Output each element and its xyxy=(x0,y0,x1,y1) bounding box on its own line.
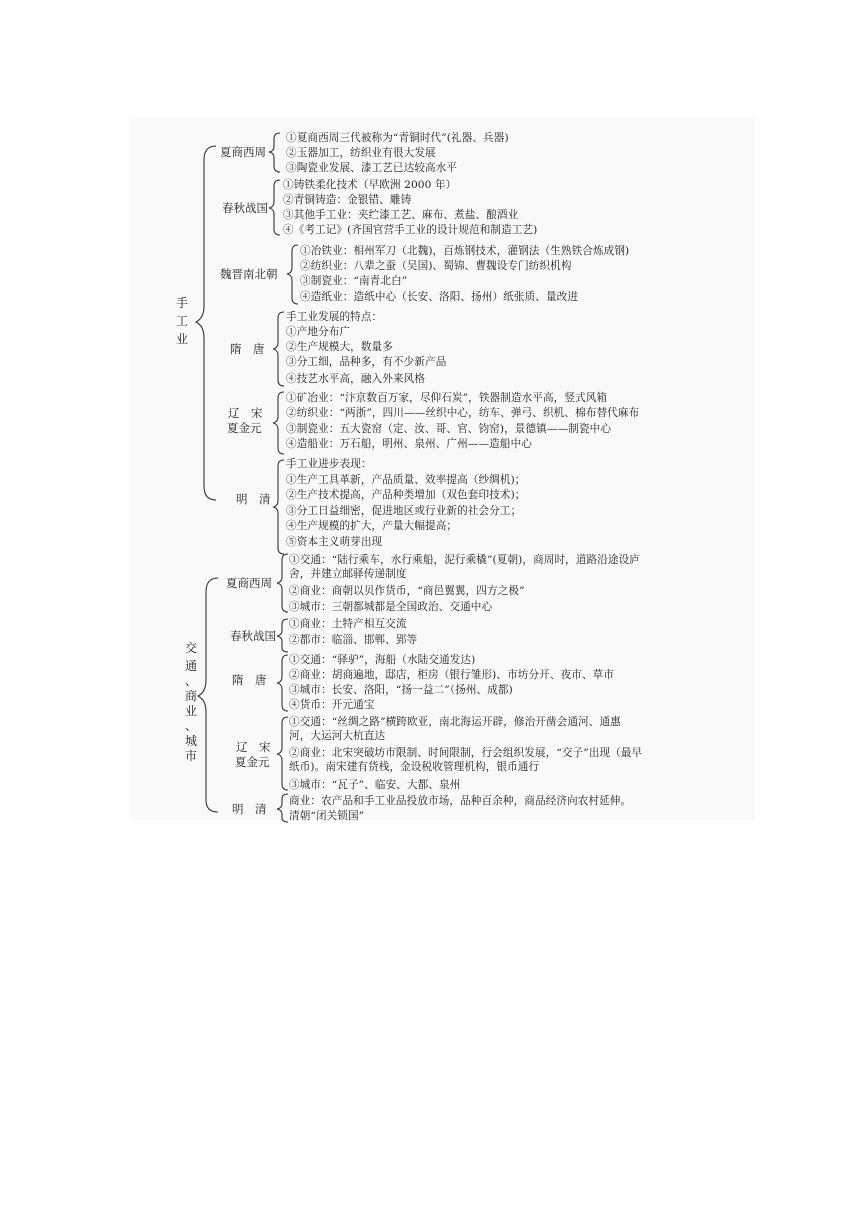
list-item: ④货币：开元通宝 xyxy=(289,699,375,711)
list-item: ①冶铁业：相州军刀（北魏)，百炼钢技术，灌钢法（生熟铁合炼成钢) xyxy=(300,245,630,257)
list-item: ②商业：商朝以贝作货币，“商邑翼翼，四方之极” xyxy=(289,585,525,597)
list-item: ②都市：临淄、邯郸、郢等 xyxy=(289,634,418,646)
list-item: ①夏商西周三代被称为“青铜时代”(礼器、兵器) xyxy=(286,132,509,144)
list-item: ④生产规模的扩大，产量大幅提高； xyxy=(286,520,458,532)
period-label: 辽 宋 xyxy=(228,406,263,420)
period-label: 夏金元 xyxy=(227,421,262,435)
title-char: 市 xyxy=(184,749,197,763)
list-item: ④造船业：万石船，明州、泉州、广州——造船中心 xyxy=(286,438,532,450)
list-item: ①交通：“陆行乘车，水行乘船，泥行乘橇”(夏朝)，商周时，道路沿途设庐舍，并建立邮驿传递制度 xyxy=(289,554,641,580)
list-item: 清朝“闭关锁国” xyxy=(289,810,365,822)
title-char: 交 xyxy=(184,641,197,655)
title-char: 手 xyxy=(175,296,188,310)
category-commerce-title xyxy=(184,641,198,764)
list-item: ③城市：三朝都城都是全国政治、交通中心 xyxy=(289,601,493,613)
list-item: ③分工日益细密，促进地区或行业新的社会分工； xyxy=(286,505,522,517)
list-item: ②纺织业：八辈之蚕（吴国)、蜀锦、曹魏设专门纺织机构 xyxy=(300,260,572,272)
category-handicraft-title xyxy=(175,296,189,347)
list-item: ④《考工记》(齐国官营手工业的设计规范和制造工艺) xyxy=(283,224,538,236)
period-label: 隋 唐 xyxy=(230,342,265,356)
title-char: 业 xyxy=(175,332,188,346)
period-label: 明 清 xyxy=(232,802,267,816)
list-item: ③分工细，品种多，有不少新产品 xyxy=(286,356,447,368)
period-label: 辽 宋 xyxy=(236,740,271,754)
period-label: 隋 唐 xyxy=(232,673,267,687)
list-item: ③城市：长安、洛阳，“扬一益二”（扬州、成都) xyxy=(289,684,513,696)
list-item: ②青铜铸造：金银错、雕铸 xyxy=(283,194,412,206)
list-item: ③城市：“瓦子”、临安、大都、泉州 xyxy=(289,779,461,791)
list-item: ②生产技术提高，产品种类增加（双色套印技术)； xyxy=(286,489,526,501)
list-item: ①矿冶业：“汴京数百万家，尽仰石炭”，铁器制造水平高，竖式风箱 xyxy=(286,392,608,404)
list-item: ①交通：“丝绸之路”横跨欧亚，南北海运开辟，修治开凿会通河、通惠河，大运河大杭直达 xyxy=(289,716,621,742)
list-item: ③制瓷业：“南青北白” xyxy=(300,275,408,287)
title-char: 通 xyxy=(184,659,197,673)
list-item: 手工业发展的特点： xyxy=(286,311,383,323)
list-item: ③陶瓷业发展、漆工艺已达较高水平 xyxy=(286,162,458,174)
list-item: ①生产工具革新，产品质量、效率提高（纱绸机)； xyxy=(286,474,526,486)
list-item: ①产地分布广 xyxy=(286,326,351,338)
period-label: 明 清 xyxy=(236,492,271,506)
list-item: ③制瓷业：五大瓷窑（定、汝、哥、官、钧窑)，景德镇——制瓷中心 xyxy=(286,423,612,435)
list-item: ②玉器加工，纺织业有很大发展 xyxy=(286,147,436,159)
list-item: ②生产规模大，数量多 xyxy=(286,341,393,353)
list-item: ②商业：北宋突破坊市限制、时间限制，行会组织发展，“交子”出现（最早纸币)。南宋建有货栈，金设税收管理机构，银币通行 xyxy=(289,747,643,773)
list-item: ①商业：土特产相互交流 xyxy=(289,618,407,630)
period-label: 魏晋南北朝 xyxy=(220,267,278,281)
list-item: ②商业：胡商遍地，邸店，柜房（银行雏形)、市坊分开、夜市、草市 xyxy=(289,669,615,681)
title-char: 、 xyxy=(184,674,197,688)
list-item: ①交通：“驿驴”，海船（水陆交通发达) xyxy=(289,654,476,666)
title-char: 商 xyxy=(184,689,197,703)
list-item: ①铸铁柔化技术（早欧洲 2000 年） xyxy=(283,179,457,191)
list-item: 手工业进步表现： xyxy=(286,458,372,470)
period-label: 夏商西周 xyxy=(220,145,266,159)
title-char: 业 xyxy=(184,704,197,718)
title-char: 工 xyxy=(175,314,188,328)
period-label: 春秋战国 xyxy=(222,201,268,215)
period-label: 夏金元 xyxy=(235,755,270,769)
period-label: 夏商西周 xyxy=(226,576,272,590)
list-item: ②纺织业：“两浙”，四川——丝织中心，纺车、弹弓、织机、棉布替代麻布 xyxy=(286,407,640,419)
list-item: ④造纸业：造纸中心（长安、洛阳、扬州）纸张质、量改进 xyxy=(300,291,579,303)
list-item: 商业：农产品和手工业品投放市场，品种百余种，商品经济向农村延伸。 xyxy=(289,795,632,807)
title-char: 、 xyxy=(184,719,197,733)
period-label: 春秋战国 xyxy=(230,629,276,643)
list-item: ⑤资本主义萌芽出现 xyxy=(286,536,383,548)
title-char: 城 xyxy=(184,734,197,748)
list-item: ③其他手工业：夹纻漆工艺、麻布、煮盐、酿酒业 xyxy=(283,209,519,221)
list-item: ④技艺水平高，融入外来风格 xyxy=(286,373,426,385)
